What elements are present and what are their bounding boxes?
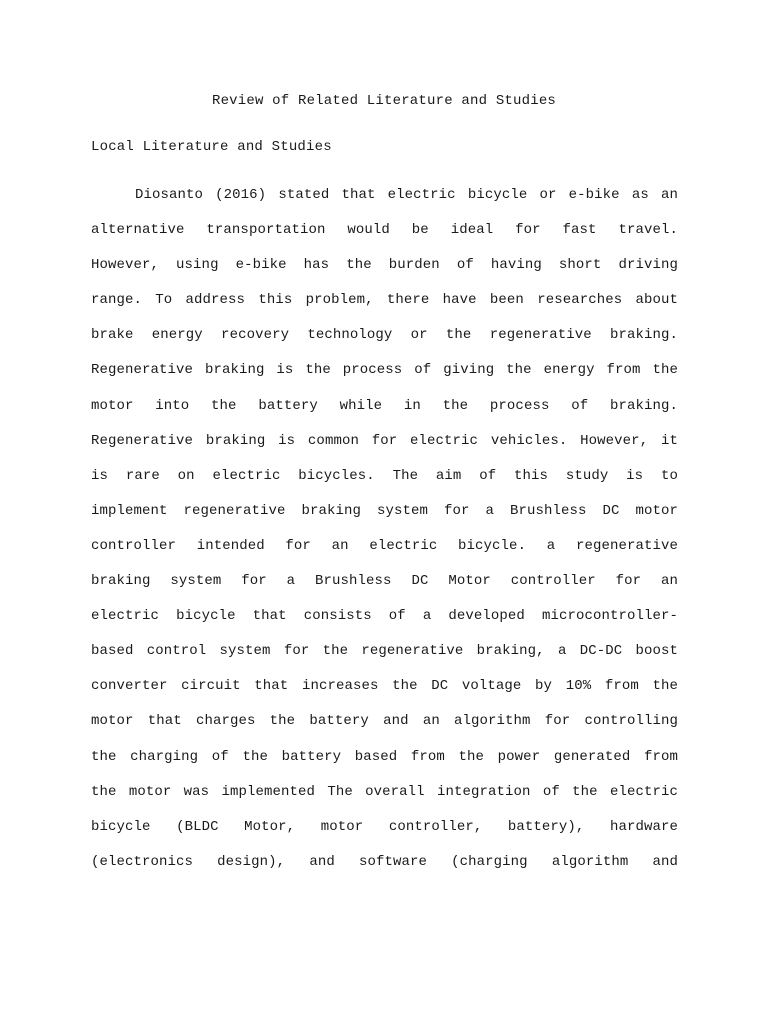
paragraph-line: the charging of the battery based from the power generated from: [91, 748, 678, 765]
paragraph-line: braking system for a Brushless DC Motor controller for an: [91, 573, 678, 590]
paragraph-line: controller intended for an electric bicycle. a regenerative: [91, 537, 678, 554]
paragraph-line: Regenerative braking is the process of giving the energy from the: [91, 362, 678, 379]
paragraph-line: bicycle (BLDC Motor, motor controller, battery), hardware: [91, 818, 678, 835]
paragraph-line: Regenerative braking is common for electric vehicles. However, it: [91, 432, 678, 449]
paragraph-line: Diosanto (2016) stated that electric bicycle or e-bike as an: [135, 187, 678, 203]
paragraph-line: range. To address this problem, there have been researches about: [91, 292, 678, 309]
paragraph-line: motor that charges the battery and an algorithm for controlling: [91, 713, 678, 730]
paragraph-line: electric bicycle that consists of a developed microcontroller-: [91, 608, 678, 625]
section-subheading: Local Literature and Studies: [91, 139, 332, 155]
paragraph-line: motor into the battery while in the process of braking.: [91, 397, 678, 414]
paragraph-line: implement regenerative braking system for a Brushless DC motor: [91, 502, 678, 519]
body-paragraph: [91, 178, 678, 880]
paragraph-line: brake energy recovery technology or the regenerative braking.: [91, 327, 678, 344]
page-title-text: Review of Related Literature and Studies: [211, 93, 557, 109]
paragraph-line: converter circuit that increases the DC voltage by 10% from the: [91, 678, 678, 695]
page-title: [0, 91, 768, 111]
paragraph-line: based control system for the regenerative braking, a DC-DC boost: [91, 643, 678, 660]
paragraph-line: However, using e-bike has the burden of having short driving: [91, 257, 678, 274]
paragraph-line: is rare on electric bicycles. The aim of this study is to: [91, 467, 678, 484]
paragraph-line: the motor was implemented The overall integration of the electric: [91, 783, 678, 800]
paragraph-line: alternative transportation would be ideal for fast travel.: [91, 222, 678, 239]
paragraph-line: (electronics design), and software (charging algorithm and: [91, 853, 678, 870]
